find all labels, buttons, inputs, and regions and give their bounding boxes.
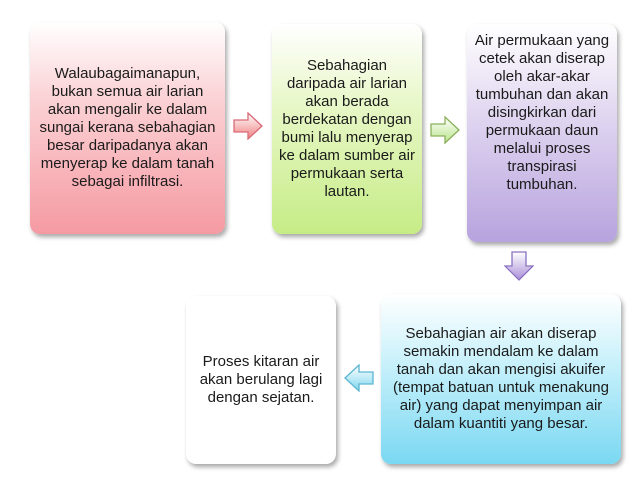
step-box-4 <box>381 294 621 464</box>
step-box-1 <box>30 22 225 234</box>
step-text-5: Proses kitaran air akan berulang lagi dengan sejatan. <box>199 353 323 406</box>
step-text-4: Sebahagian air akan diserap semakin mendalam ke dalam tanah dan akan mengisi akuifer (tempat batuan untuk menakung air) yang dapat menyimpan air dalam kuantiti yang besar. <box>393 325 609 432</box>
step-box-3 <box>467 24 617 242</box>
step-text-1: Walaubagaimanapun, bukan semua air larian akan mengalir ke dalam sungai kerana sebahagian besar daripadanya akan menyerap ke dalam tanah sebagai infiltrasi. <box>39 65 216 190</box>
step-text-3: Air permukaan yang cetek akan diserap oleh akar-akar tumbuhan dan akan disingkirkan dari permukaan daun melalui proses transpirasi tumbuhan. <box>474 32 610 193</box>
arrow-left-icon <box>344 364 374 392</box>
step-box-2 <box>272 24 422 234</box>
arrow-down-icon <box>504 251 534 281</box>
arrow-right-icon <box>233 112 263 140</box>
step-box-5 <box>186 296 336 464</box>
step-text-2: Sebahagian daripada air larian akan berada berdekatan dengan bumi lalu menyerap ke dalam sumber air permukaan serta lautan. <box>279 57 415 200</box>
arrow-right-icon <box>430 116 460 144</box>
